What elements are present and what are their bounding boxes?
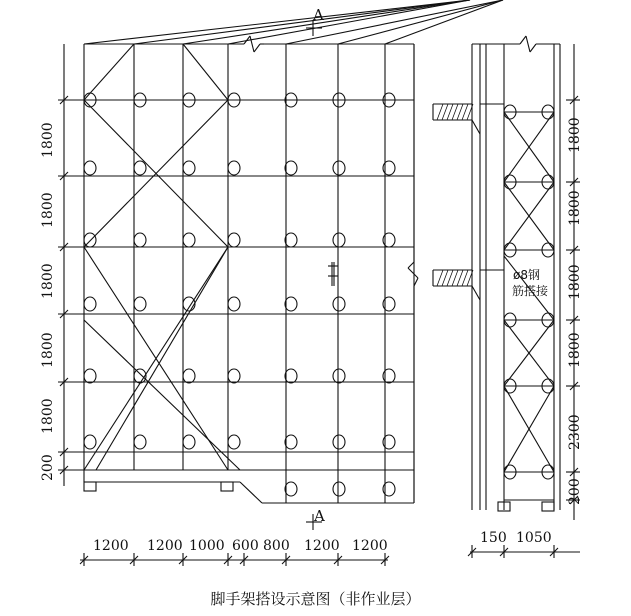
section-mark-bottom-label: A [314,507,325,525]
side-vdim-3: 1800 [567,264,583,300]
clamp-ring [285,435,297,449]
front-hdim-3: 1000 [189,538,225,554]
side-vdim-2: 1800 [567,190,583,226]
break-mark [250,36,254,52]
base-line [240,482,262,503]
clamp-ring [183,435,195,449]
clamp-ring [285,297,297,311]
front-hdim-5: 800 [263,538,290,554]
base-plate-left [84,482,96,491]
front-vdim-2: 1800 [40,192,56,228]
brace [183,44,228,100]
hatch [462,270,468,286]
hatch [452,104,458,120]
base-plate-right [221,482,233,491]
side-hdim-1: 150 [480,530,507,546]
clamp-ring [84,161,96,175]
hatch [447,270,453,286]
clamp-ring [228,369,240,383]
clamp-ring [228,297,240,311]
side-vdim-5: 2300 [567,414,583,450]
brace [96,247,228,470]
break-mark [526,36,530,52]
clamp-ring [84,369,96,383]
break-mark [254,44,260,52]
hatch [447,104,453,120]
line [183,0,470,44]
figure-caption: 脚手架搭设示意图（非作业层） [210,590,421,608]
front-vdim-3: 1800 [40,263,56,299]
section-mark-top-label: A [313,6,324,24]
clamp-ring [285,161,297,175]
front-hdim-4: 600 [232,538,259,554]
hatch [442,270,448,286]
break-mark [408,262,414,268]
hatch [442,104,448,120]
clamp-ring [333,161,345,175]
clamp-ring [183,297,195,311]
clamp-ring [333,297,345,311]
hatch [437,270,443,286]
break-mark [530,44,536,52]
clamp-ring [183,161,195,175]
front-hdim-6: 1200 [304,538,340,554]
clamp-ring [228,435,240,449]
clamp-ring [333,435,345,449]
clamp-ring [84,435,96,449]
front-vdim-6: 200 [40,454,56,481]
line [84,0,470,44]
clamp-ring [228,161,240,175]
clamp-ring [183,369,195,383]
front-hdim-2: 1200 [147,538,183,554]
slab [472,120,480,134]
hatch [457,270,463,286]
clamp-ring [333,482,345,496]
clamp-ring [285,482,297,496]
clamp-ring [134,233,146,247]
scaffold-linework [58,0,580,566]
break-mark [520,36,526,44]
hatch [462,104,468,120]
front-vdim-1: 1800 [40,122,56,158]
clamp-ring [134,435,146,449]
clamp-ring [333,369,345,383]
line [228,0,470,44]
slab-hatching [437,104,473,286]
brace [84,44,134,100]
clamp-ring [228,233,240,247]
hatch [437,104,443,120]
clamp-ring [285,369,297,383]
side-vdim-6: 200 [567,478,583,505]
side-vdim-1: 1800 [567,117,583,153]
clamp-ring [84,297,96,311]
clamp-ring [333,233,345,247]
clamp-ring [134,161,146,175]
clamp-ring [134,297,146,311]
front-hdim-1: 1200 [93,538,129,554]
slab [472,286,480,300]
side-base-plate [542,502,554,511]
brace [84,320,240,470]
clamp-ring [84,233,96,247]
hatch [457,104,463,120]
clamp-ring [183,233,195,247]
side-vdim-4: 1800 [567,332,583,368]
clamp-ring [285,233,297,247]
tie-note-line1: ø8钢 [513,268,540,282]
side-hdim-2: 1050 [516,530,552,546]
front-vdim-4: 1800 [40,332,56,368]
break-mark [414,278,418,286]
tie-note-line2: 筋搭接 [512,284,549,298]
front-vdim-5: 1800 [40,398,56,434]
break-mark [408,268,418,278]
line [385,0,503,44]
front-hdim-7: 1200 [352,538,388,554]
hatch [452,270,458,286]
